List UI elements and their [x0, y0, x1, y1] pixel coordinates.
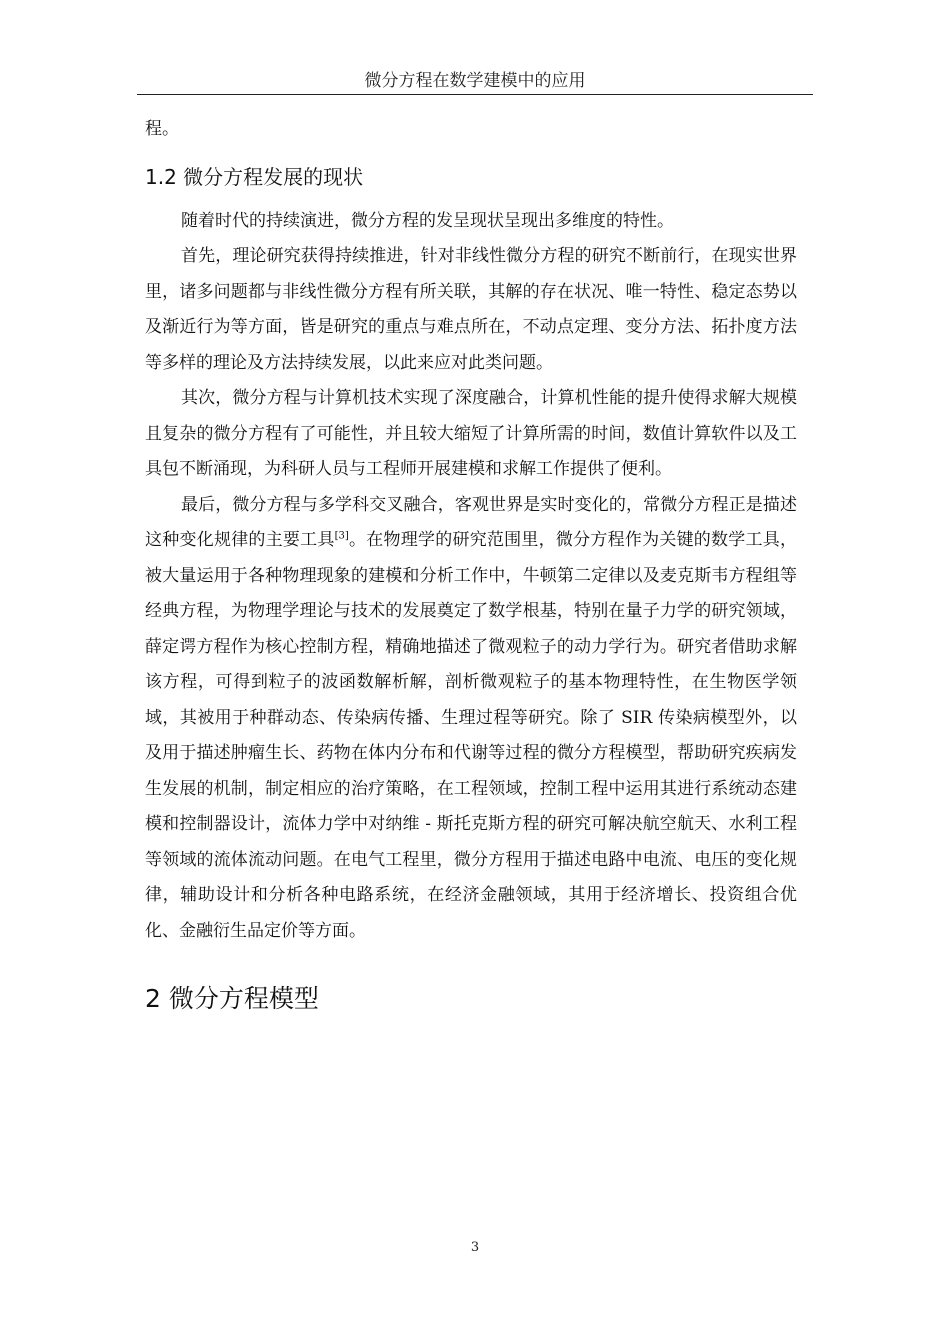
paragraph-computing: 其次，微分方程与计算机技术实现了深度融合，计算机性能的提升使得求解大规模且复杂的微分方程有了可能性，并且较大缩短了计算所需的时间，数值计算软件以及工具包不断涌现，为科研人员与工程师开展建模和求解工作提供了便利。 [145, 388, 797, 479]
carryover-text: 程。 [145, 119, 179, 139]
paragraph-intro: 随着时代的持续演进，微分方程的发呈现状呈现出多维度的特性。 [181, 210, 674, 231]
chapter-heading: 2 微分方程模型 [145, 984, 319, 1013]
paragraph-interdisciplinary [145, 488, 797, 950]
paragraph-text-after-citation: 。在物理学的研究范围里，微分方程作为关键的数学工具，被大量运用于各种物理现象的建模和分析工作中，牛顿第二定律以及麦克斯韦方程组等经典方程，为物理学理论与技术的发展奠定了数学根基，特别在量子力学的研究领域，薛定谔方程作为核心控制方程，精确地描述了微观粒子的动力学行为。研究者借助求解该方程，可得到粒子的波函数解析解，剖析微观粒子的基本物理特性，在生物医学领域，其被用于种群动态、传染病传播、生理过程等研究。除了 SIR 传染病模型外，以及用于描述肿瘤生长、药物在体内分布和代谢等过程的微分方程模型，帮助研究疾病发生发展的机制，制定相应的治疗策略，在工程领域，控制工程中运用其进行系统动态建模和控制器设计，流体力学中对纳维 - 斯托克斯方程的研究可解决航空航天、水利工程等领域的流体流动问题。在电气工程里，微分方程用于描述电路中电流、电压的变化规律，辅助设计和分析各种电路系统，在经济金融领域，其用于经济增长、投资组合优化、金融衍生品定价等方面。 [145, 530, 797, 941]
paragraph-theory: 首先，理论研究获得持续推进，针对非线性微分方程的研究不断前行，在现实世界里，诸多问题都与非线性微分方程有所关联，其解的存在状况、唯一特性、稳定态势以及渐近行为等方面，皆是研究的重点与难点所在，不动点定理、变分方法、拓扑度方法等多样的理论及方法持续发展，以此来应对此类问题。 [145, 246, 797, 373]
header-rule [137, 94, 813, 95]
page-number: 3 [470, 1240, 480, 1255]
running-header: 微分方程在数学建模中的应用 [364, 71, 586, 91]
paragraph-text-before-citation: 最后，微分方程与多学科交叉融合，客观世界是实时变化的，常微分方程正是描述这种变化规律的主要工具 [145, 494, 797, 550]
citation-reference[interactable]: [3] [334, 530, 349, 542]
section-heading: 1.2 微分方程发展的现状 [145, 164, 364, 189]
page-content [145, 112, 797, 1017]
